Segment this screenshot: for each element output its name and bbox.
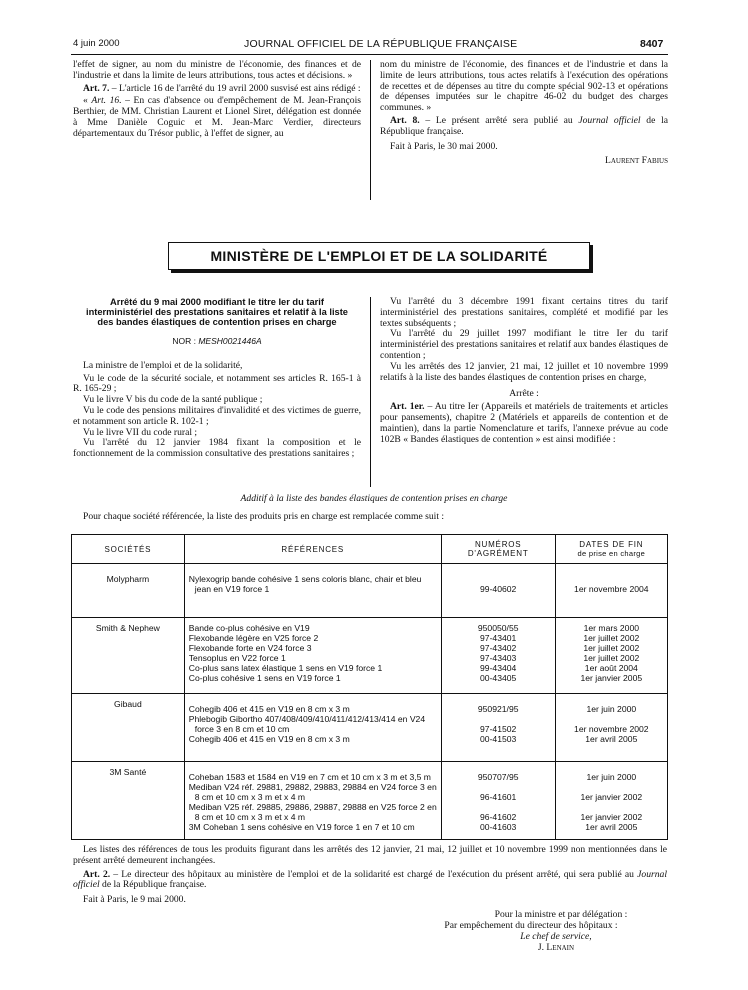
end-date: 1er janvier 2002: [580, 812, 643, 822]
article-label: Art. 16.: [91, 95, 122, 107]
approval-number: 950050/55: [477, 623, 519, 633]
article-text: – En cas d'absence ou d'empêchement de M. Jean-François Berthier, de MM. Christian Laurent et Lionel Siret, délégation est donnée à Mme Danièle Coguic et M. Jean-Marc Verdier, directeurs départementaux du Trésor public, à l'effet de signer, au: [73, 95, 361, 139]
paragraph: Vu le livre VII du code rural ;: [83, 426, 198, 438]
header-rule: [71, 54, 668, 55]
article-1: [380, 402, 668, 445]
numbers-cell: [441, 618, 555, 694]
reference-line: Flexobande forte en V24 force 3: [188, 643, 312, 653]
reference-line: Co-plus sans latex élastique 1 sens en V19 force 1: [188, 663, 383, 673]
end-date: 1er janvier 2002: [580, 792, 643, 802]
article-label: Art. 7.: [83, 82, 110, 94]
paragraph: La ministre de l'emploi et de la solidarité,: [83, 359, 243, 371]
dates-cell: [555, 694, 667, 762]
approval-number: 97-43403: [480, 653, 517, 663]
signature-line: Le chef de service,: [520, 931, 592, 942]
quote-mark: «: [83, 95, 92, 107]
article-label: Art. 1er.: [390, 401, 425, 413]
reference-line: Cohegib 406 et 415 en V19 en 8 cm x 3 m: [188, 704, 350, 714]
nor-line: [73, 336, 361, 347]
article-label: Art. 2.: [83, 868, 111, 880]
end-date: 1er avril 2005: [585, 822, 638, 832]
paragraph: Vu le code des pensions militaires d'invalidité et des victimes de guerre, et notamment son article R. 102-1 ;: [73, 404, 361, 427]
table-row: [72, 694, 668, 762]
end-date: 1er novembre 2002: [574, 724, 649, 734]
decree-right-column: [380, 297, 668, 445]
fait-a-paris: Fait à Paris, le 30 mai 2000.: [390, 140, 498, 152]
end-date: 1er juillet 2002: [583, 633, 640, 643]
approval-number: [446, 802, 551, 812]
signature: Laurent Fabius: [605, 155, 668, 167]
company-name: Gibaud: [114, 699, 142, 709]
references-cell: [184, 694, 441, 762]
column-header: SOCIÉTÉS: [72, 535, 185, 564]
approval-number: [446, 714, 551, 724]
top-right-column: [380, 60, 668, 167]
signature-name: J. Lenain: [537, 942, 575, 953]
company-name: Molypharm: [106, 574, 150, 584]
article-text: – L'article 16 de l'arrêté du 19 avril 2000 susvisé est ains rédigé :: [109, 82, 361, 94]
approval-number: 950707/95: [477, 772, 519, 782]
approval-number: 96-41601: [480, 792, 517, 802]
reference-line: Mediban V24 réf. 29881, 29882, 29883, 29884 en V24 force 3 en: [188, 782, 437, 792]
end-date: 1er août 2004: [584, 663, 638, 673]
paragraph: Vu le livre V bis du code de la santé publique ;: [83, 394, 263, 406]
end-date: 1er juin 2000: [586, 704, 637, 714]
references-cell: [184, 762, 441, 840]
closing-section: [73, 845, 667, 906]
article-text: de la République française.: [99, 879, 207, 891]
approval-number: 97-41502: [480, 724, 517, 734]
products-table: [71, 534, 668, 840]
numbers-cell: [441, 762, 555, 840]
end-date: 1er juin 2000: [586, 772, 637, 782]
header-date: 4 juin 2000: [73, 38, 120, 49]
article-2: [73, 870, 667, 892]
article-7: [73, 84, 361, 95]
end-date: 1er janvier 2005: [580, 673, 643, 683]
reference-line: 3M Coheban 1 sens cohésive en V19 force 1 en 7 et 10 cm: [188, 822, 415, 832]
intro-paragraph: Pour chaque société référencée, la liste des produits pris en charge est remplacée comme suit :: [83, 511, 445, 522]
paragraph: Vu l'arrêté du 12 janvier 1984 fixant la composition et le fonctionnement de la commission consultative des prestations sanitaires ;: [73, 437, 361, 460]
approval-number: 00-41603: [480, 822, 517, 832]
approval-number: [446, 782, 551, 792]
journal-title: JOURNAL OFFICIEL DE LA RÉPUBLIQUE FRANÇAISE: [244, 38, 518, 50]
paragraph: Vu les arrêtés des 12 janvier, 21 mai, 12 juillet et 10 novembre 1999 relatifs à la liste des bandes élastiques de contention prises en charge,: [380, 360, 668, 383]
decree-title: Arrêté du 9 mai 2000 modifiant le titre Ier du tarif interministériel des prestations sanitaires et relatif à la liste des bandes élastiques de contention prises en charge: [86, 297, 348, 327]
journal-name: Journal officiel: [73, 868, 667, 891]
table-row: [72, 762, 668, 840]
approval-number: 950921/95: [477, 704, 519, 714]
decree-left-paragraphs: [73, 361, 361, 460]
reference-line: 8 cm et 10 cm x 3 m et x 4 m: [194, 812, 306, 822]
company-name: 3M Santé: [109, 767, 147, 777]
column-header: NUMÉROS D'AGRÉMENT: [441, 535, 555, 564]
signature-line: Par empêchement du directeur des hôpitaux :: [444, 920, 618, 931]
column-header-line: DATES DE FIN: [579, 540, 644, 549]
article-16: [73, 96, 361, 139]
table-header-row: [72, 535, 668, 564]
article-text: – Le présent arrêté sera publié au: [419, 114, 579, 126]
decree-left-column: [73, 297, 361, 460]
company-cell: [72, 564, 185, 618]
reference-line: 8 cm et 10 cm x 3 m et x 4 m: [194, 792, 306, 802]
dates-cell: [555, 762, 667, 840]
numbers-cell: [441, 564, 555, 618]
end-date: 1er avril 2005: [585, 734, 638, 744]
reference-line: jean en V19 force 1: [194, 584, 270, 594]
arrete: Arrête :: [509, 388, 539, 400]
nor-label: NOR :: [172, 336, 199, 346]
reference-line: Nylexogrip bande cohésive 1 sens coloris blanc, chair et bleu: [188, 574, 422, 584]
paragraph: l'effet de signer, au nom du ministre de l'économie, des finances et de l'industrie et dans la limite de leurs attributions, tous actes et décisions. »: [73, 59, 361, 81]
approval-number: 97-43402: [480, 643, 517, 653]
reference-line: Flexobande légère en V25 force 2: [188, 633, 319, 643]
column-header: [555, 535, 667, 564]
top-left-column: [73, 60, 361, 140]
approval-number: 96-41602: [480, 812, 517, 822]
end-date: 1er novembre 2004: [574, 584, 649, 594]
signature-block: [400, 909, 662, 953]
article-label: Art. 8.: [390, 114, 420, 126]
page-number: 8407: [640, 38, 664, 50]
table-row: [72, 564, 668, 618]
dates-cell: [555, 618, 667, 694]
reference-line: Bande co-plus cohésive en V19: [188, 623, 310, 633]
article-text: – Le directeur des hôpitaux au ministère de l'emploi et de la solidarité est chargé de l'exécution du présent arrêté, qui sera publié au: [110, 868, 638, 880]
approval-number: 99-43404: [480, 663, 517, 673]
paragraph: nom du ministre de l'économie, des finances et de l'industrie et dans la limite de leurs attributions, tous actes relatifs à l'exécution des opérations de recettes et de dépenses au titre du compte spécial 902-13 et opérations de dépenses imputées sur le chapitre 46-02 du budget des charges communes. »: [380, 59, 668, 114]
company-cell: [72, 762, 185, 840]
additif-heading: Additif à la liste des bandes élastiques de contention prises en charge: [240, 493, 508, 504]
references-cell: [184, 618, 441, 694]
signature-line: Pour la ministre et par délégation :: [494, 909, 628, 920]
article-8: [380, 116, 668, 138]
column-divider: [370, 60, 371, 200]
reference-line: Mediban V25 réf. 29885, 29886, 29887, 29888 en V25 force 2 en: [188, 802, 437, 812]
end-date: 1er juillet 2002: [583, 643, 640, 653]
paragraph: Vu l'arrêté du 29 juillet 1997 modifiant le titre Ier du tarif interministériel des prestations sanitaires et relatif aux bandes élastiques de contention ;: [380, 328, 668, 361]
paragraph: Les listes des références de tous les produits figurant dans les arrêtés des 12 janvier, 21 mai, 12 juillet et 10 novembre 1999 non mentionnées dans le présent arrêté demeurent inchangées.: [73, 844, 667, 866]
reference-line: Co-plus cohésive 1 sens en V19 force 1: [188, 673, 341, 683]
company-cell: [72, 618, 185, 694]
approval-number: 97-43401: [480, 633, 517, 643]
numbers-cell: [441, 694, 555, 762]
end-date: 1er juillet 2002: [583, 653, 640, 663]
references-cell: [184, 564, 441, 618]
reference-line: Coheban 1583 et 1584 en V19 en 7 cm et 10 cm x 3 m et 3,5 m: [188, 772, 431, 782]
fait-a-paris: Fait à Paris, le 9 mai 2000.: [83, 894, 186, 906]
company-name: Smith & Nephew: [95, 623, 160, 633]
paragraph: Vu l'arrêté du 3 décembre 1991 fixant certains titres du tarif interministériel des prestations sanitaires, complété et modifié par les textes subséquents ;: [380, 296, 668, 329]
end-date: [560, 782, 663, 792]
article-text: – Au titre Ier (Appareils et matériels de traitements et articles pour pansements), chapitre 2 (Matériels et appareils de contention et de maintien), dans la partie Nomenclature et tarifs, l'annexe prévue au code 102B « Bandes élastiques de contention » est ainsi modifiée :: [380, 401, 668, 445]
article-text: de la République française.: [380, 114, 668, 137]
reference-line: Phlebogib Gibortho 407/408/409/410/411/412/413/414 en V24: [188, 714, 426, 724]
end-date: 1er mars 2000: [583, 623, 640, 633]
approval-number: 00-43405: [480, 673, 517, 683]
column-header: RÉFÉRENCES: [184, 535, 441, 564]
end-date: [560, 714, 663, 724]
column-header-line: de prise en charge: [577, 549, 646, 558]
company-cell: [72, 694, 185, 762]
ministry-heading: MINISTÈRE DE L'EMPLOI ET DE LA SOLIDARITÉ: [168, 242, 590, 270]
paragraph: Vu le code de la sécurité sociale, et notamment ses articles R. 165-1 à R. 165-29 ;: [73, 372, 361, 395]
table-row: [72, 618, 668, 694]
journal-name: Journal officiel: [578, 114, 641, 126]
dates-cell: [555, 564, 667, 618]
reference-line: Cohegib 406 et 415 en V19 en 8 cm x 3 m: [188, 734, 350, 744]
column-divider: [370, 297, 371, 487]
nor-code: MESH0021446A: [198, 336, 262, 346]
reference-line: Tensoplus en V22 force 1: [188, 653, 286, 663]
end-date: [560, 802, 663, 812]
approval-number: 00-41503: [480, 734, 517, 744]
reference-line: force 3 en 8 cm et 10 cm: [194, 724, 290, 734]
approval-number: 99-40602: [480, 584, 517, 594]
